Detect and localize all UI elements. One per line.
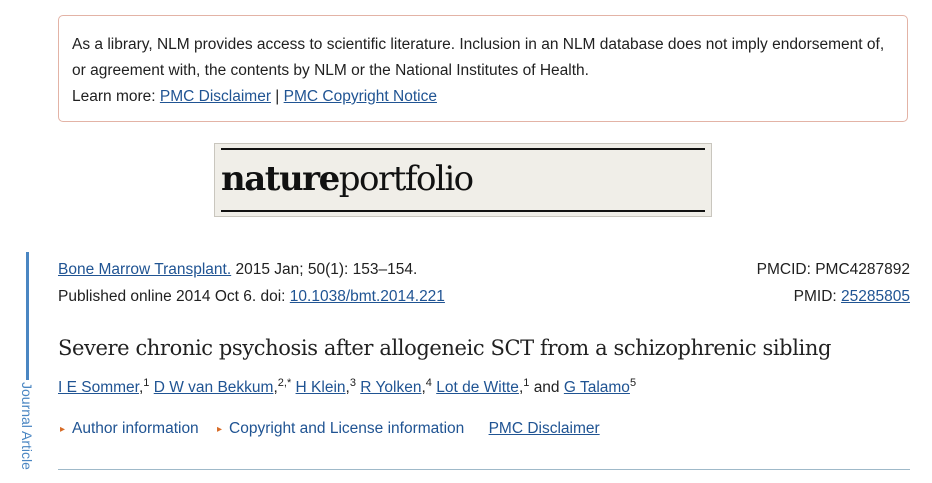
author-affiliation: 3 bbox=[349, 377, 356, 389]
triangle-right-icon: ▸ bbox=[217, 424, 223, 435]
author-link[interactable]: Lot de Witte bbox=[436, 379, 519, 396]
logo-top-rule bbox=[221, 148, 705, 150]
pmid-line bbox=[757, 283, 910, 310]
author-link[interactable]: R Yolken bbox=[360, 379, 422, 396]
authors-and: and bbox=[533, 379, 560, 396]
author-affiliation: 5 bbox=[629, 377, 637, 389]
pmid-label: PMID: bbox=[793, 288, 842, 305]
pmcid-label: PMCID: bbox=[756, 261, 816, 278]
author-link[interactable]: H Klein bbox=[295, 379, 346, 396]
article-details-toggles bbox=[60, 418, 600, 441]
logo-word-nature: nature bbox=[221, 159, 339, 199]
notice-text: As a library, NLM provides access to scientific literature. Inclusion in an NLM database does not imply endorsement of, or agreement with, the contents by NLM or the National Institutes of Health. bbox=[72, 36, 885, 79]
author-link[interactable]: I E Sommer bbox=[58, 379, 139, 396]
pmc-disclaimer-article-link[interactable]: PMC Disclaimer bbox=[488, 420, 600, 437]
triangle-right-icon: ▸ bbox=[60, 424, 66, 435]
citation-published-line bbox=[58, 283, 445, 310]
author-link[interactable]: G Talamo bbox=[563, 379, 630, 396]
article-title: Severe chronic psychosis after allogeneic SCT from a schizophrenic sibling bbox=[58, 336, 832, 360]
published-text: Published online 2014 Oct 6. doi: bbox=[58, 288, 290, 305]
article-type-label: Journal Article bbox=[20, 380, 34, 480]
citation bbox=[58, 256, 445, 310]
logo-word-portfolio: portfolio bbox=[338, 159, 473, 199]
pmcid-value: PMC4287892 bbox=[815, 261, 910, 278]
author-affiliation: 1 bbox=[523, 377, 530, 389]
publisher-logo[interactable] bbox=[214, 143, 712, 217]
author-affiliation: 2,* bbox=[277, 377, 292, 389]
citation-details: 2015 Jan; 50(1): 153–154. bbox=[231, 261, 418, 278]
author-information-label: Author information bbox=[72, 420, 199, 437]
author-list: I E Sommer,$^1$ D W van Bekkum,$^{2,*}$ H Klein,$^3$ R Yolken,$^4$ Lot de Witte,$^1$ and G Talamo$^5$ bbox=[58, 377, 637, 396]
copyright-license-label: Copyright and License information bbox=[229, 420, 465, 437]
author-affiliation: 1 bbox=[143, 377, 150, 389]
pmid-link[interactable]: 25285805 bbox=[841, 288, 910, 305]
pmc-copyright-link[interactable]: PMC Copyright Notice bbox=[283, 88, 437, 105]
doi-link[interactable]: 10.1038/bmt.2014.221 bbox=[289, 288, 445, 305]
pmc-disclaimer-link[interactable]: PMC Disclaimer bbox=[159, 88, 271, 105]
learn-more-label: Learn more: bbox=[72, 88, 156, 105]
notice-learn-more bbox=[72, 84, 894, 110]
article-ids bbox=[757, 256, 910, 310]
link-separator: | bbox=[275, 88, 280, 105]
author-information-toggle[interactable] bbox=[60, 420, 199, 437]
library-notice bbox=[58, 15, 908, 122]
journal-link[interactable]: Bone Marrow Transplant. bbox=[58, 261, 232, 278]
citation-journal-line bbox=[58, 256, 445, 283]
author-affiliation: 4 bbox=[425, 377, 432, 389]
logo-wordmark bbox=[221, 159, 473, 199]
copyright-license-toggle[interactable] bbox=[217, 420, 464, 437]
section-divider bbox=[58, 469, 910, 470]
author-link[interactable]: D W van Bekkum bbox=[153, 379, 274, 396]
logo-bottom-rule bbox=[221, 210, 705, 212]
pmcid-line bbox=[757, 256, 910, 283]
